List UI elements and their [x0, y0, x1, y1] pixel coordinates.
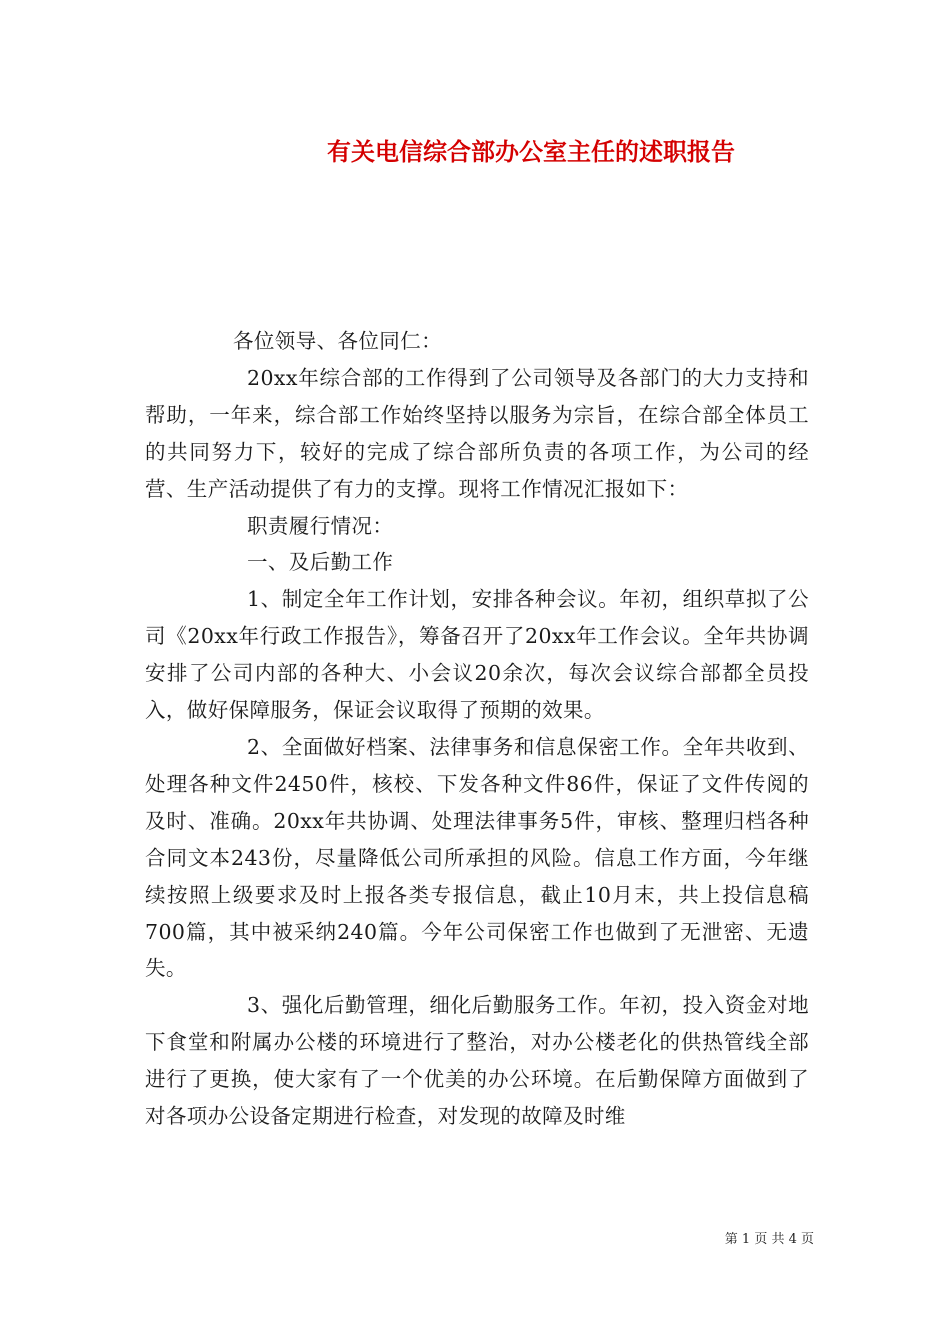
greeting-line: 各位领导、各位同仁：	[233, 329, 442, 353]
subsection-heading: 一、及后勤工作	[247, 550, 394, 575]
item-3-paragraph: 3、强化后勤管理，细化后勤服务工作。年初，投入资金对地下食堂和附属办公楼的环境进行了整治，对办公楼老化的供热管线全部进行了更换，使大家有了一个优美的办公环境。在后勤保障方面做到了对各项办公设备定期进行检查，对发现的故障及时维	[145, 993, 809, 1129]
item-1-paragraph: 1、制定全年工作计划，安排各种会议。年初，组织草拟了公司《20xx年行政工作报告》，筹备召开了20xx年工作会议。全年共协调安排了公司内部的各种大、小会议20余次，每次会议综合部都全员投入，做好保障服务，保证会议取得了预期的效果。	[145, 587, 809, 723]
item-2-paragraph: 2、全面做好档案、法律事务和信息保密工作。全年共收到、处理各种文件2450件，核校、下发各种文件86件，保证了文件传阅的及时、准确。20xx年共协调、处理法律事务5件，审核、整理归档各种合同文本243份，尽量降低公司所承担的风险。信息工作方面，今年继续按照上级要求及时上报各类专报信息，截止10月末，共上投信息稿700篇，其中被采纳240篇。今年公司保密工作也做到了无泄密、无遗失。	[145, 734, 809, 981]
intro-paragraph: 20xx年综合部的工作得到了公司领导及各部门的大力支持和帮助，一年来，综合部工作始终坚持以服务为宗旨，在综合部全体员工的共同努力下，较好的完成了综合部所负责的各项工作，为公司的经营、生产活动提供了有力的支撑。现将工作情况汇报如下：	[145, 365, 809, 501]
document-body	[145, 323, 809, 1135]
page-number-footer: 第 1 页 共 4 页	[724, 1232, 814, 1247]
document-title: 有关电信综合部办公室主任的述职报告	[327, 137, 735, 166]
section-heading: 职责履行情况：	[247, 513, 394, 538]
